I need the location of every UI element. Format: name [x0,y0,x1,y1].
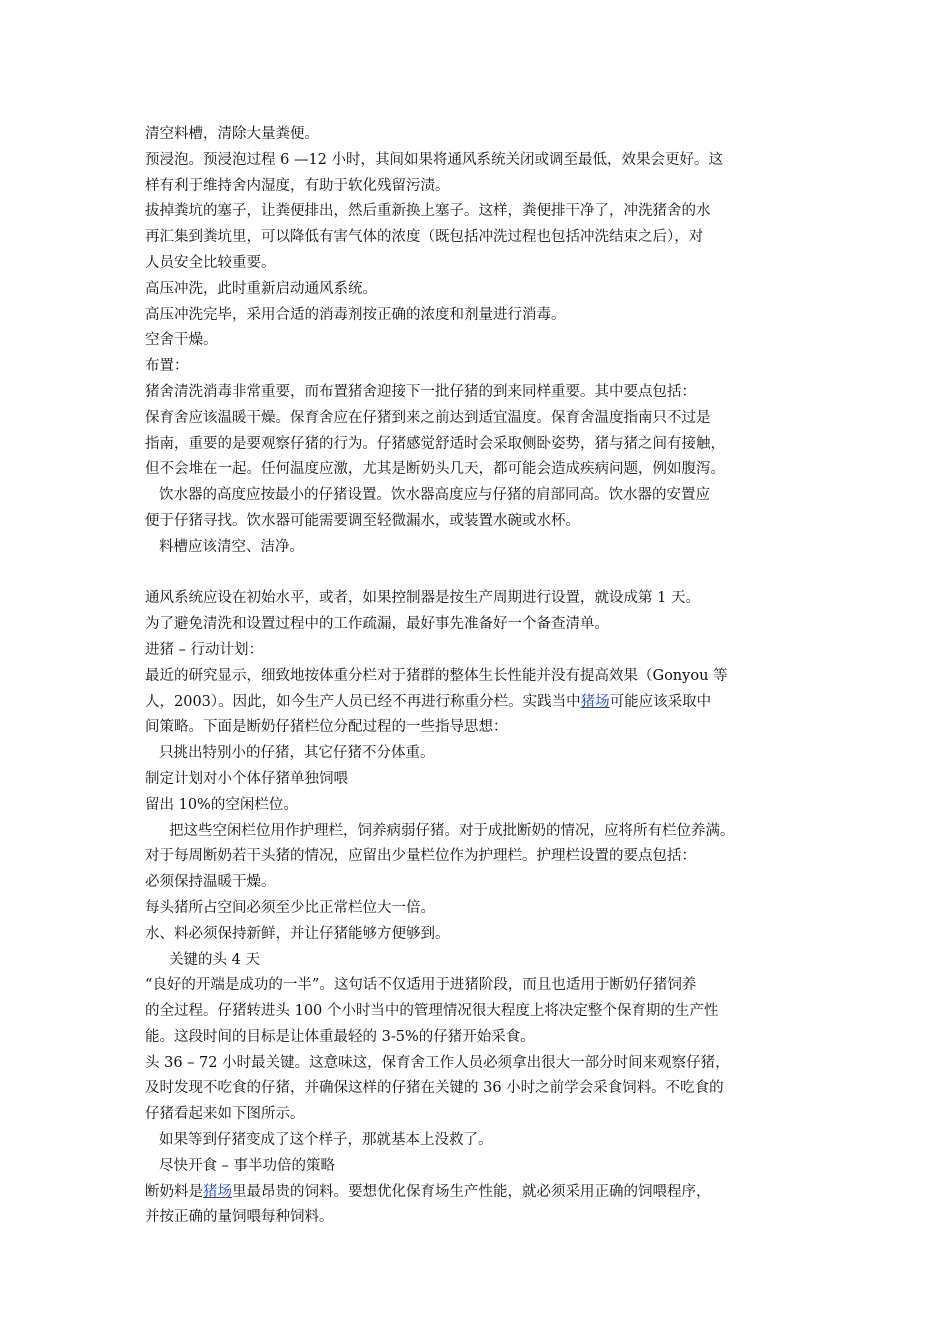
text-line: 必须保持温暖干燥。 [145,874,276,891]
text-line: 但不会堆在一起。任何温度应激，尤其是断奶头几天，都可能会造成疾病问题，例如腹泻。 [145,461,725,478]
text-line: 清空料槽，清除大量粪便。 [145,126,319,142]
text-line: 通风系统应设在初始水平，或者，如果控制器是按生产周期进行设置，就设成第 1 天。 [145,590,700,607]
text-line: 对于每周断奶若干头猪的情况，应留出少量栏位作为护理栏。护理栏设置的要点包括： [145,848,696,865]
text-line: 空舍干燥。 [145,332,218,349]
text-line: 制定计划对小个体仔猪单独饲喂 [145,770,348,787]
text-line: 料槽应该清空、洁净。 [159,538,304,555]
text-line: 猪舍清洗消毒非常重要，而布置猪舍迎接下一批仔猪的到来同样重要。其中要点包括： [145,383,696,400]
text-line: 预浸泡。预浸泡过程 6 —12 小时，其间如果将通风系统关闭或调至最低，效果会更好。这 [145,151,724,168]
text-line: “良好的开端是成功的一半”。这句话不仅适用于进猪阶段，而且也适用于断奶仔猪饲养 [145,977,697,994]
text-line: 留出 10%的空闲栏位。 [145,796,298,813]
text-line [145,690,835,716]
text-segment: 里最昂贵的饲料。要想优化保育场生产性能，就必须采用正确的饲喂程序， [232,1183,711,1200]
text-line: 高压冲洗完毕，采用合适的消毒剂按正确的浓度和剂量进行消毒。 [145,306,566,323]
text-line: 仔猪看起来如下图所示。 [145,1106,305,1123]
text-segment: 断奶料是 [145,1183,203,1200]
text-line: 把这些空闲栏位用作护理栏，饲养病弱仔猪。对于成批断奶的情况，应将所有栏位养满。 [169,822,735,839]
text-segment: 可能应该采取中 [609,693,712,710]
section-heading: 尽快开食 – 事半功倍的策略 [159,1157,335,1174]
text-line: 水、料必须保持新鲜，并让仔猪能够方便够到。 [145,925,450,942]
section-heading: 进猪 – 行动计划： [145,641,263,658]
section-heading: 关键的头 4 天 [169,951,260,968]
text-line: 人员安全比较重要。 [145,254,276,271]
text-line: 及时发现不吃食的仔猪，并确保这样的仔猪在关键的 36 小时之前学会采食饲料。不吃食的 [145,1080,724,1097]
text-line: 最近的研究显示，细致地按体重分栏对于猪群的整体生长性能并没有提高效果（Gonyou 等 [145,667,728,684]
text-line: 间策略。下面是断奶仔猪栏位分配过程的一些指导思想： [145,719,508,736]
text-line: 再汇集到粪坑里，可以降低有害气体的浓度（既包括冲洗过程也包括冲洗结束之后），对 [145,229,704,246]
document-body [145,122,835,1231]
text-line: 高压冲洗，此时重新启动通风系统。 [145,280,377,297]
text-line: 样有利于维持舍内湿度，有助于软化残留污渍。 [145,177,450,194]
blank-line [145,561,835,587]
text-line: 头 36 – 72 小时最关键。这意味这，保育舍工作人员必须拿出很大一部分时间来观察仔猪， [145,1054,730,1071]
text-segment: 人，2003）。因此，如今生产人员已经不再进行称重分栏。实践当中 [145,693,581,710]
text-line: 便于仔猪寻找。饮水器可能需要调至轻微漏水，或装置水碗或水杯。 [145,512,580,529]
text-line: 拔掉粪坑的塞子，让粪便排出，然后重新换上塞子。这样，粪便排干净了，冲洗猪舍的水 [145,203,711,220]
pig-farm-link[interactable]: 猪场 [203,1183,232,1200]
text-line [145,1180,835,1206]
text-line: 的全过程。仔猪转进头 100 个小时当中的管理情况很大程度上将决定整个保育期的生产性 [145,1003,719,1020]
text-line: 为了避免清洗和设置过程中的工作疏漏，最好事先准备好一个备查清单。 [145,616,609,633]
text-line: 每头猪所占空间必须至少比正常栏位大一倍。 [145,899,435,916]
text-line: 如果等到仔猪变成了这个样子，那就基本上没救了。 [159,1132,493,1149]
pig-farm-link[interactable]: 猪场 [580,693,610,710]
text-line: 指南，重要的是要观察仔猪的行为。仔猪感觉舒适时会采取侧卧姿势，猪与猪之间有接触， [145,435,725,452]
text-line: 只挑出特别小的仔猪，其它仔猪不分体重。 [159,745,435,762]
text-line: 饮水器的高度应按最小的仔猪设置。饮水器高度应与仔猪的肩部同高。饮水器的安置应 [159,487,710,504]
text-line: 能。这段时间的目标是让体重最轻的 3-5%的仔猪开始采食。 [145,1028,535,1045]
text-line: 保育舍应该温暖干燥。保育舍应在仔猪到来之前达到适宜温度。保育舍温度指南只不过是 [145,409,711,426]
text-line: 并按正确的量饲喂每种饲料。 [145,1209,334,1226]
section-heading: 布置： [145,358,189,375]
